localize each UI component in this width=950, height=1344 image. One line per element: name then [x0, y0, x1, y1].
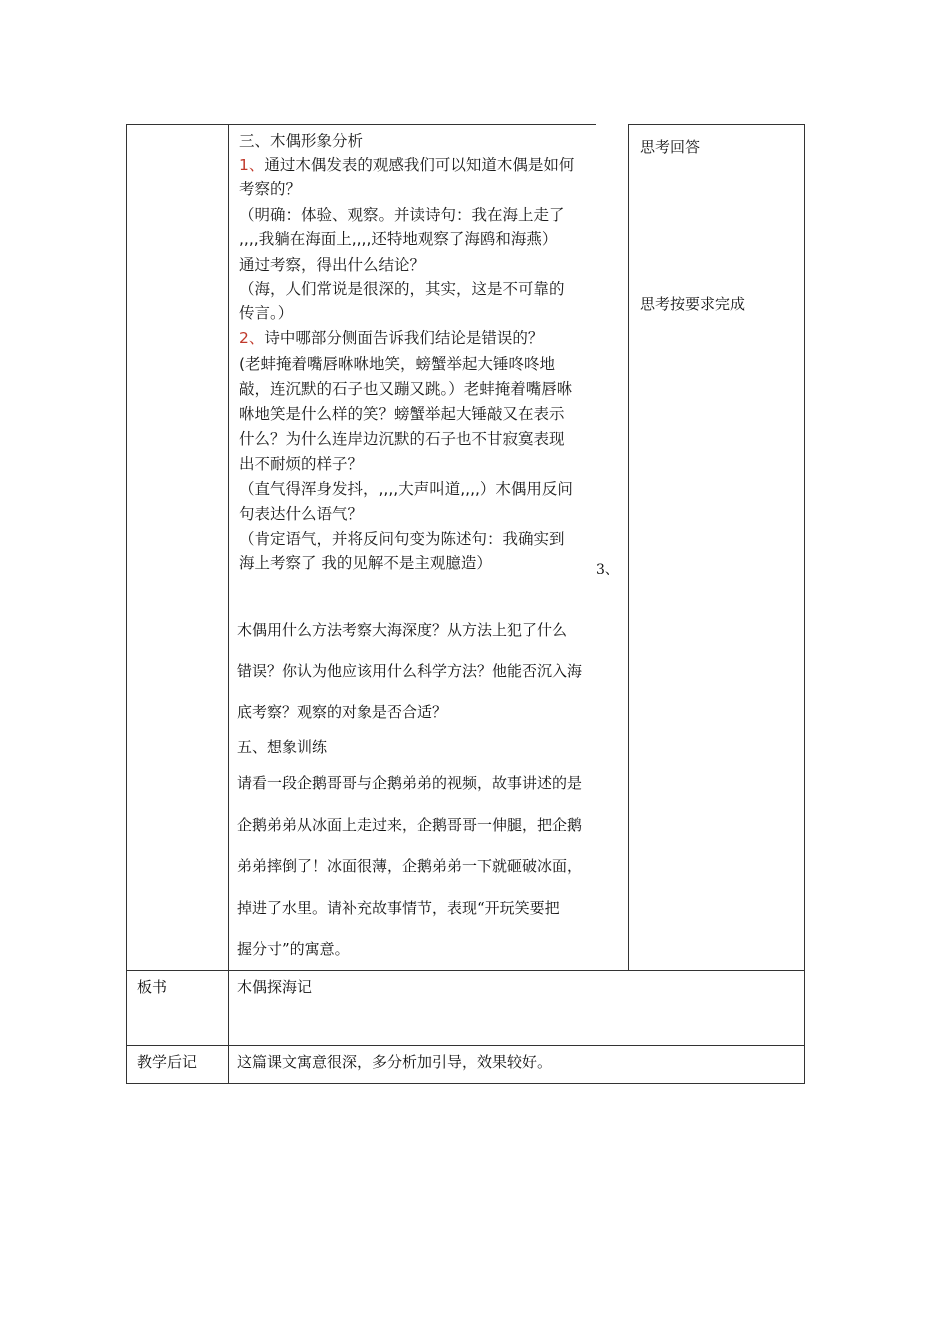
section-5-line-e: 握分寸”的寓意。 — [237, 940, 350, 958]
question-1-line-c: 通过考察，得出什么结论？ — [239, 256, 426, 274]
answer-1-line-b: ,,,,我躺在海面上,,,,还特地观察了海鸥和海燕） — [239, 230, 558, 248]
section-5-line-c: 弟弟摔倒了！冰面很薄，企鹅弟弟一下就砸破冰面， — [237, 857, 583, 875]
note-think-answer: 思考回答 — [640, 138, 701, 156]
section-5-line-b: 企鹅弟弟从冰面上走过来，企鹅哥哥一伸腿，把企鹅 — [237, 816, 583, 834]
note-think-complete: 思考按要求完成 — [640, 295, 746, 313]
board-value: 木偶探海记 — [237, 978, 313, 996]
question-2-line-e: 什么？为什么连岸边沉默的石子也不甘寂寞表现 — [239, 430, 565, 448]
reflection-label: 教学后记 — [137, 1053, 198, 1071]
question-3-number: 3、 — [596, 562, 619, 578]
question-2-number: 2、 — [239, 329, 265, 347]
table-border-left — [126, 124, 127, 1084]
section-5-line-d: 掉进了水里。请补充故事情节，表现“开玩笑要把 — [237, 899, 560, 917]
question-2-text: 诗中哪部分侧面告诉我们结论是错误的？ — [264, 329, 544, 347]
table-border-bottom — [126, 1083, 805, 1084]
question-1-text: 通过木偶发表的观感我们可以知道木偶是如何 — [264, 156, 575, 174]
answer-2-line-b: 海上考察了 我的见解不是主观臆造） — [239, 554, 492, 572]
board-label: 板书 — [137, 978, 168, 996]
question-1-number: 1、 — [239, 156, 265, 174]
question-1-line-a — [239, 153, 574, 175]
section-5-heading: 五、想象训练 — [237, 738, 328, 756]
table-divider-col2 — [628, 124, 629, 970]
question-2-line-c: 敲，连沉默的石子也又蹦又跳。）老蚌掩着嘴唇咻 — [239, 380, 573, 398]
section-heading: 三、木偶形象分析 — [239, 132, 364, 150]
table-divider-row1 — [126, 970, 805, 971]
table-border-top — [126, 124, 596, 125]
question-2-line-a — [239, 326, 543, 348]
section-5-line-a: 请看一段企鹅哥哥与企鹅弟弟的视频，故事讲述的是 — [237, 774, 583, 792]
table-divider-col1 — [228, 124, 229, 1084]
question-3-line-a: 木偶用什么方法考察大海深度？从方法上犯了什么 — [237, 621, 568, 639]
question-1-line-b: 考察的？ — [239, 180, 302, 198]
question-2-line-b: (老蚌掩着嘴唇咻咻地笑，螃蟹举起大锤咚咚地 — [239, 355, 556, 373]
answer-1-line-d: 传言。） — [239, 304, 294, 322]
answer-2-line-a: （肯定语气，并将反问句变为陈述句：我确实到 — [239, 530, 565, 548]
answer-1-line-c: （海，人们常说是很深的，其实，这是不可靠的 — [239, 280, 565, 298]
reflection-value: 这篇课文寓意很深，多分析加引导，效果较好。 — [237, 1053, 553, 1071]
table-border-top-right — [628, 124, 805, 125]
question-2-line-d: 咻地笑是什么样的笑？螃蟹举起大锤敲又在表示 — [239, 405, 565, 423]
question-3-line-c: 底考察？观察的对象是否合适？ — [237, 703, 448, 721]
question-2-line-f: 出不耐烦的样子？ — [239, 455, 364, 473]
answer-1-line-a: （明确：体验、观察。并读诗句：我在海上走了 — [239, 206, 565, 224]
question-3-line-b: 错误？你认为他应该用什么科学方法？他能否沉入海 — [237, 662, 583, 680]
question-2-line-h: 句表达什么语气？ — [239, 505, 364, 523]
table-divider-row2 — [126, 1045, 805, 1046]
table-border-right — [804, 124, 805, 1084]
question-2-line-g: （直气得浑身发抖，,,,,大声叫道,,,,）木偶用反问 — [239, 480, 573, 498]
